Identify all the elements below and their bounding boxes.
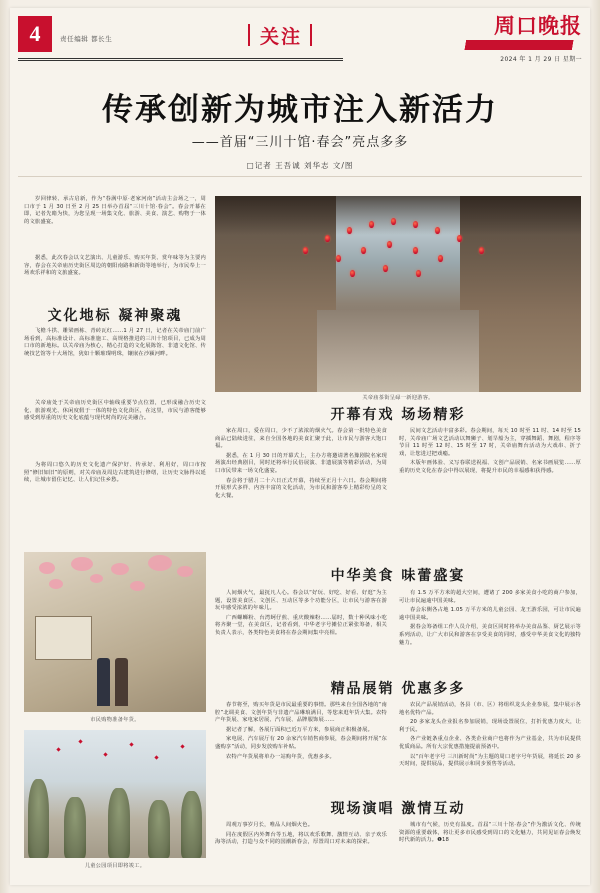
food-paragraph-2	[399, 590, 581, 649]
goods-text-h: 以“百年老字号 三川新时尚”为主题的周口老字号年货展，将延长 20 多天时间，提供展品，提供展示和同步预售等活动。	[399, 753, 581, 768]
page-title: 传承创新为城市注入新活力	[102, 92, 498, 128]
section-bar-left	[248, 24, 250, 46]
food-text-b: 广西螺蛳粉、台湾蚵仔煎、重庆酸辣粉……届时，数十种风味小吃将齐聚一堂，在美食区，记者看到，中华老字号摊位正紧张筹备，相关负责人表示，各类特色美食将在春会期间集中亮相。	[215, 614, 387, 636]
photo1-caption: 关帝庙茶街呈碌一新迎游客。	[362, 395, 434, 401]
page-right-edge	[590, 0, 600, 893]
editors-line: 责任编辑 都长生	[60, 35, 113, 43]
masthead-rule-bottom	[18, 60, 343, 61]
culture-paragraph-2	[24, 400, 206, 425]
goods-text-a: 春节将至，购买年货是市民最重要的事情。那些来自全国各地的“南腔”北调美食、文创年货与非遗产品琳琅满目，等您来逛年货大集。农特产年货展、家电家居展、汽车展、品牌服饰展……	[215, 702, 387, 724]
show-text-c: 城市有气候，历史有温度。首届“三川十馆·春会”作为激活文化、传统资源的重要载体，将让更多市民感受到周口的文化魅力，共同见证春会焕发时代新的活力。❶18	[399, 822, 581, 844]
photo2-visitor-1	[97, 658, 110, 706]
photo-childrens-park	[24, 730, 206, 858]
photo2-visitor-2	[115, 658, 128, 706]
food-paragraph-1	[215, 590, 387, 640]
issue-date: 2024 年 1 月 29 日 星期一	[500, 56, 582, 63]
opening-text-d: 民间文艺活动丰富多彩。春会期间，每天 10 时至 11 时、14 时至 15 时，关帝庙广场文艺活动以舞狮子、划旱船为主，穿插舞蹈、舞剧，程序等节目 11 时至 12 时、15 时至 17 时，关帝庙舞台活动为大戏串、折子戏，让您进过把戏瘾。	[399, 428, 581, 457]
photo3-caption: 儿童公园项目即将竣工。	[84, 863, 146, 869]
culture-text-a: 飞檐斗拱、雕梁画栋、青砖瓦红……1 月 27 日，记者在关帝庙门前广场看到，高标准设计、高标准施工、高规格推进的三川十馆项目，已成为周口市的新地标。以关帝庙为核心，精心打造的文化展陈馆、非遗文化馆、传统技艺馆等十大场馆，犹如十颗璀璨明珠，镶嵌在沙颍河畔。	[24, 328, 206, 357]
goods-text-b: 据记者了解，各展厅面积已近万平方米，参展商正积极备展。	[226, 726, 374, 733]
section-bar-right	[310, 24, 312, 46]
subhead-food: 中华美食 味蕾盛宴	[330, 568, 466, 584]
photo-lantern-street	[215, 196, 581, 392]
food-text-a: 人间烟火气，最抚凡人心。春会以“好玩、好吃、好看、好逛”为主题，设置美食区、文创区、互动区等多个功能分区，让市民与游客在游玩中感受浓浓的年味儿。	[215, 590, 387, 612]
goods-text-d: 农特产年货展将单办一站购年货，优惠多多。	[226, 753, 335, 760]
goods-paragraph-1	[215, 702, 387, 763]
photo2-caption: 市民购物准备年货。	[90, 717, 140, 723]
opening-text-e: 木版年画体验、义写春联送祝福、文创产品展销、名家书画展览……厚重的历史文化在春会中得以展现，将提升市民的幸福感和获得感。	[399, 460, 581, 474]
food-text-d: 春会东侧各占地 1.05 万平方米的儿童公园、龙王游乐园，可让市民遍逾中国美味。	[399, 607, 581, 621]
culture-text-b: 关帝庙处于关帝庙历史街区中轴线重要节点位置，已形成融合历史文化、旅游观光、休闲度假于一体的特色文化街区，在这里，市民与游客能够感受到厚重的历史文化底蕴与现代时尚的完美融合。	[24, 400, 206, 422]
opening-paragraph-1	[215, 428, 387, 502]
intro-text-b: 据悉，此次春会以文艺演出、儿童游乐、购买年货、赏年味等为主要内容，春会在关帝庙历史街区周边的朝阳南路和新街等地举行，为市民奉上一场欢乐祥和的文旅盛宴。	[24, 255, 206, 277]
subhead-culture: 文化地标 凝神聚魂	[47, 308, 183, 324]
page-number-badge: 4	[18, 16, 52, 52]
masthead	[18, 14, 582, 66]
goods-text-e: 农民产品展销活动，各县（市、区）将组织龙头企业参展，集中展示各地名优特产品。	[399, 702, 581, 716]
nameplate-swoosh-graphic	[456, 40, 582, 50]
show-paragraph-2	[399, 822, 581, 847]
page-left-edge	[0, 0, 10, 893]
show-paragraph-1	[215, 822, 387, 849]
masthead-rule-top	[18, 58, 343, 59]
opening-text-a: 家在周口，爱在周口，少不了浓浓的烟火气。春会第一批特色美食商品已陆续进驻，来自全国各地的美食汇聚于此，让市民与游客大饱口福。	[215, 428, 387, 450]
culture-paragraph-3	[24, 462, 206, 487]
intro-paragraph-1	[24, 196, 206, 228]
photo-spring-blossom-market	[24, 552, 206, 712]
subhead-goods: 精品展销 优惠多多	[330, 681, 466, 697]
food-text-e: 据春会筹备组工作人员介绍，美食区同时将举办美食品鉴、厨艺展示等系列活动，让广大市民和游客在享受美食的同时，感受中华美食文化的独特魅力。	[399, 624, 581, 646]
nameplate	[456, 14, 582, 63]
byline: □记者 王吾诚 刘华志 文/图	[246, 161, 354, 170]
photo1-street	[317, 310, 478, 392]
opening-text-b: 据悉，在 1 月 30 日的开幕式上，主办方将邀请著名豫剧院名家现场演出经典剧目，同时还将举行民俗展演、非遗展演等精彩活动，为周口市民带来一场文化盛宴。	[215, 452, 387, 474]
intro-paragraph-2	[24, 255, 206, 280]
food-text-c: 有 1.5 万平方米的超大空间，遭诸了 200 多家美食小吃的商户参加，可让市民遍逾中国美味。	[399, 590, 581, 604]
subhead-opening: 开幕有戏 场场精彩	[330, 407, 466, 423]
photo1-roofline	[215, 196, 581, 235]
goods-text-c: 家电展、汽车展厅有 20 余家汽车销售商参展，春会期间将开展“东盛购享”活动，同步发放购车补贴。	[215, 736, 387, 750]
culture-text-c: 为将周口悠久的历史文化遗产保护好、传承好、利用好，周口市按照“修旧如旧”的原则，对关帝庙及周边古建筑进行修缮，让历史文脉得以延续，让城市留住记忆、让人们记住乡愁。	[24, 462, 206, 484]
photo2-signboard	[35, 616, 92, 660]
headline-divider	[18, 176, 582, 177]
subhead-show: 现场演唱 激情互动	[330, 801, 466, 817]
paper-name: 周口晚报	[494, 14, 582, 38]
page-subtitle: ——首届“三川十馆·春会”亮点多多	[191, 135, 409, 150]
show-text-b: 同在度假区内外舞台等五地，将以欢乐歌舞、激情互动、亲子欢乐海等活动，打造与众不同的国潮新春会，厚置周口对未来的探索。	[215, 831, 387, 846]
opening-paragraph-2	[399, 428, 581, 478]
intro-text-a: 岁回律转、承古启新，作为“春满中原·老家河南”活动主会场之一，周口市于 1 月 30 日至 2 月 25 日举办首届“三川十馆·春会”。春会开幕在即，记者先睹为快，为您呈现一场集文化、旅游、美食、演艺、购物于一体的文旅盛宴。	[24, 196, 206, 225]
opening-text-c: 春会将于腊月二十六日正式开幕，持续至正月十六日。春会期间将开展形式多样、内容丰富的文化活动，为市民和游客奉上精彩纷呈的文化大餐。	[215, 477, 387, 499]
goods-paragraph-2	[399, 702, 581, 771]
show-text-a: 周观万事岁月长，唯品人间烟火色。	[226, 822, 314, 828]
culture-paragraph-1	[24, 328, 206, 360]
section-title: 关注	[260, 26, 303, 48]
goods-text-f: 20 多家龙头企业报名参加展销，现场设置展位，打折优惠力度大，让利于民。	[399, 719, 581, 733]
goods-text-g: 各产业链条重点企业、各类企业商户也将作为产业基金，共为市民提供优质商品。所有大宗优惠措施提前预备中。	[399, 736, 581, 750]
